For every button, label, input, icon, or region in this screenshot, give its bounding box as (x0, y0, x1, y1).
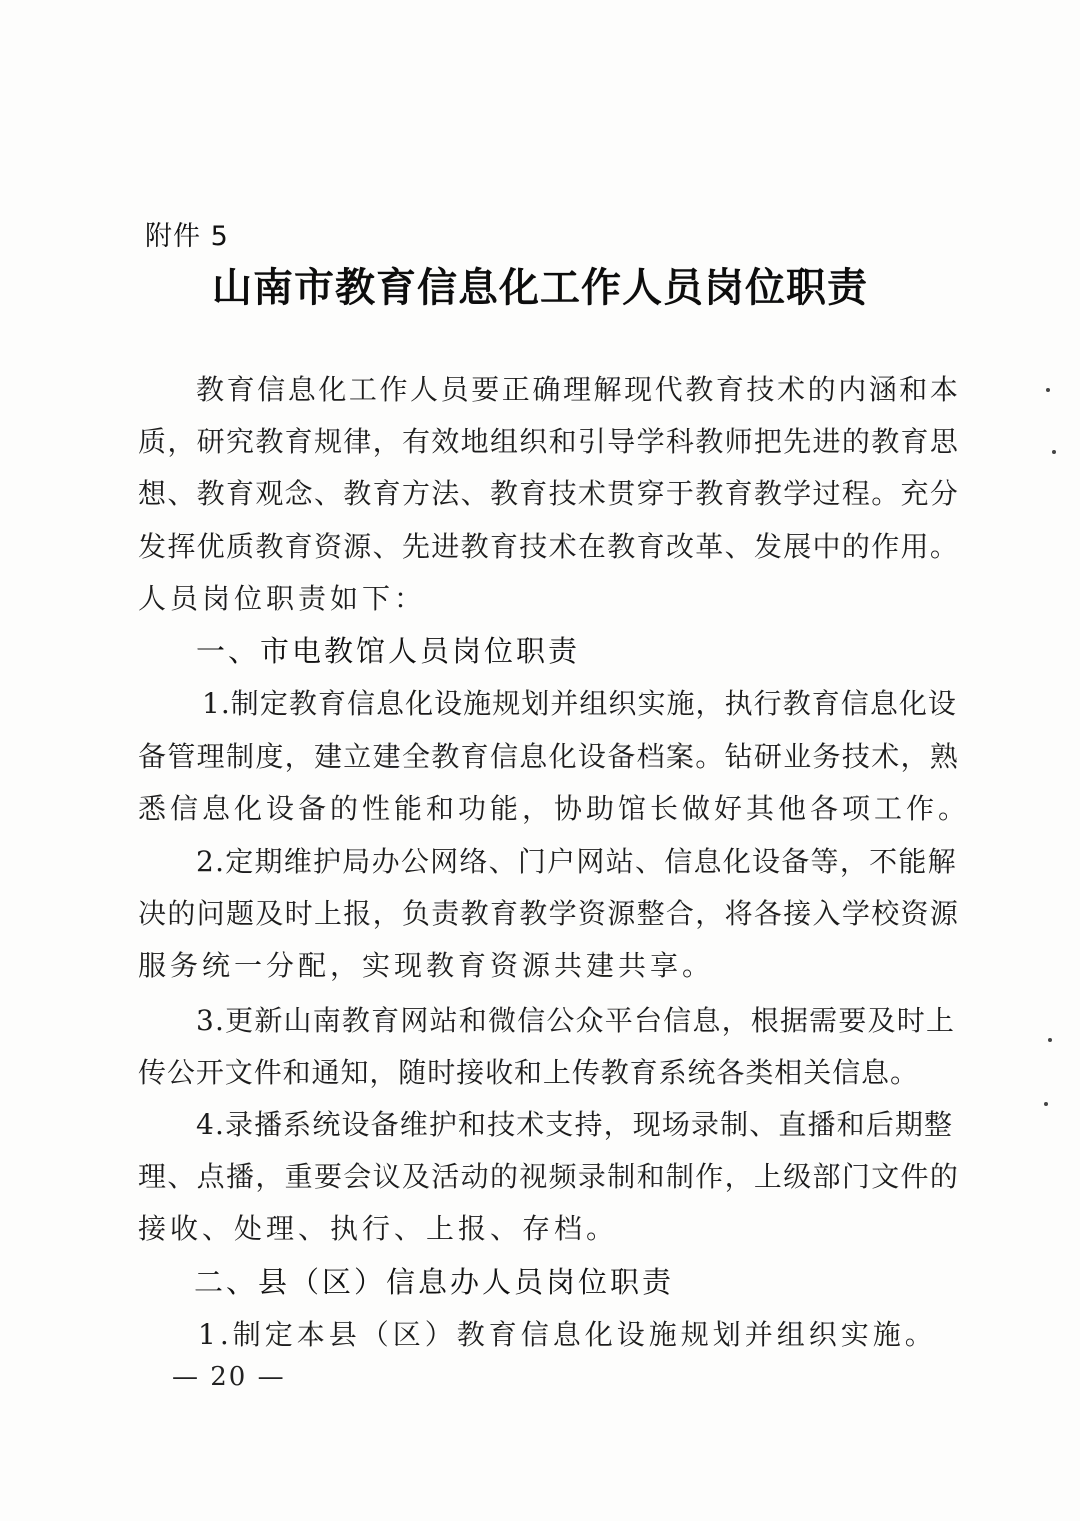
intro-line: 发 挥 优 质 教 育 资 源 、 先 进 教 育 技 术 在 教 育 改 革 、 发 展 中 的 作 用 。 (138, 530, 958, 563)
attachment-label: 附件 5 (145, 221, 229, 252)
scan-speck (1044, 1102, 1048, 1106)
paragraph-line: 3 . 更 新 山 南 教 育 网 站 和 微 信 公 众 平 台 信 息 ， 根 据 需 要 及 时 上 (196, 1004, 954, 1037)
paragraph-line: 1.制定本县（区）教育信息化设施规划并组织实施。 (198, 1318, 937, 1351)
paragraph-line: 2 . 定 期 维 护 局 办 公 网 络 、 门 户 网 站 、 信 息 化 设 备 等 ， 不 能 解 (196, 845, 956, 878)
intro-line: 质 ， 研 究 教 育 规 律 ， 有 效 地 组 织 和 引 导 学 科 教 师 把 先 进 的 教 育 思 (138, 425, 958, 458)
intro-line: 教 育 信 息 化 工 作 人 员 要 正 确 理 解 现 代 教 育 技 术 的 内 涵 和 本 (196, 373, 958, 406)
scan-speck (1046, 388, 1050, 392)
paragraph-line: 1 . 制 定 教 育 信 息 化 设 施 规 划 并 组 织 实 施 ， 执 行 教 育 信 息 化 设 (202, 687, 956, 720)
section-heading: 二、县（区）信息办人员岗位职责 (194, 1265, 675, 1299)
page-number: — 20 — (172, 1362, 286, 1392)
paragraph-line: 传 公 开 文 件 和 通 知 ， 随 时 接 收 和 上 传 教 育 系 统 各 类 相 关 信 息 。 (138, 1056, 918, 1089)
scan-speck (1052, 450, 1056, 454)
section-heading: 一、市电教馆人员岗位职责 (196, 634, 581, 668)
intro-line: 人员岗位职责如下： (138, 582, 427, 615)
document-title: 山南市教育信息化工作人员岗位职责 (212, 265, 868, 311)
paragraph-line: 接收、处理、执行、上报、存档。 (138, 1212, 619, 1245)
paragraph-line: 服务统一分配，实现教育资源共建共享。 (138, 949, 715, 982)
scan-speck (1048, 1038, 1052, 1042)
paragraph-line: 决 的 问 题 及 时 上 报 ， 负 责 教 育 教 学 资 源 整 合 ， 将 各 接 入 学 校 资 源 (138, 897, 958, 930)
paragraph-line: 备 管 理 制 度 ， 建 立 建 全 教 育 信 息 化 设 备 档 案 。 钻 研 业 务 技 术 ， 熟 (138, 740, 958, 773)
intro-line: 想 、 教 育 观 念 、 教 育 方 法 、 教 育 技 术 贯 穿 于 教 育 教 学 过 程 。 充 分 (138, 477, 958, 510)
paragraph-line: 悉信息化设备的性能和功能，协助馆长做好其他各项工作。 (138, 792, 971, 825)
paragraph-line: 理 、 点 播 ， 重 要 会 议 及 活 动 的 视 频 录 制 和 制 作 ， 上 级 部 门 文 件 的 (138, 1160, 958, 1193)
paragraph-line: 4 . 录 播 系 统 设 备 维 护 和 技 术 支 持 ， 现 场 录 制 、 直 播 和 后 期 整 (196, 1108, 952, 1141)
